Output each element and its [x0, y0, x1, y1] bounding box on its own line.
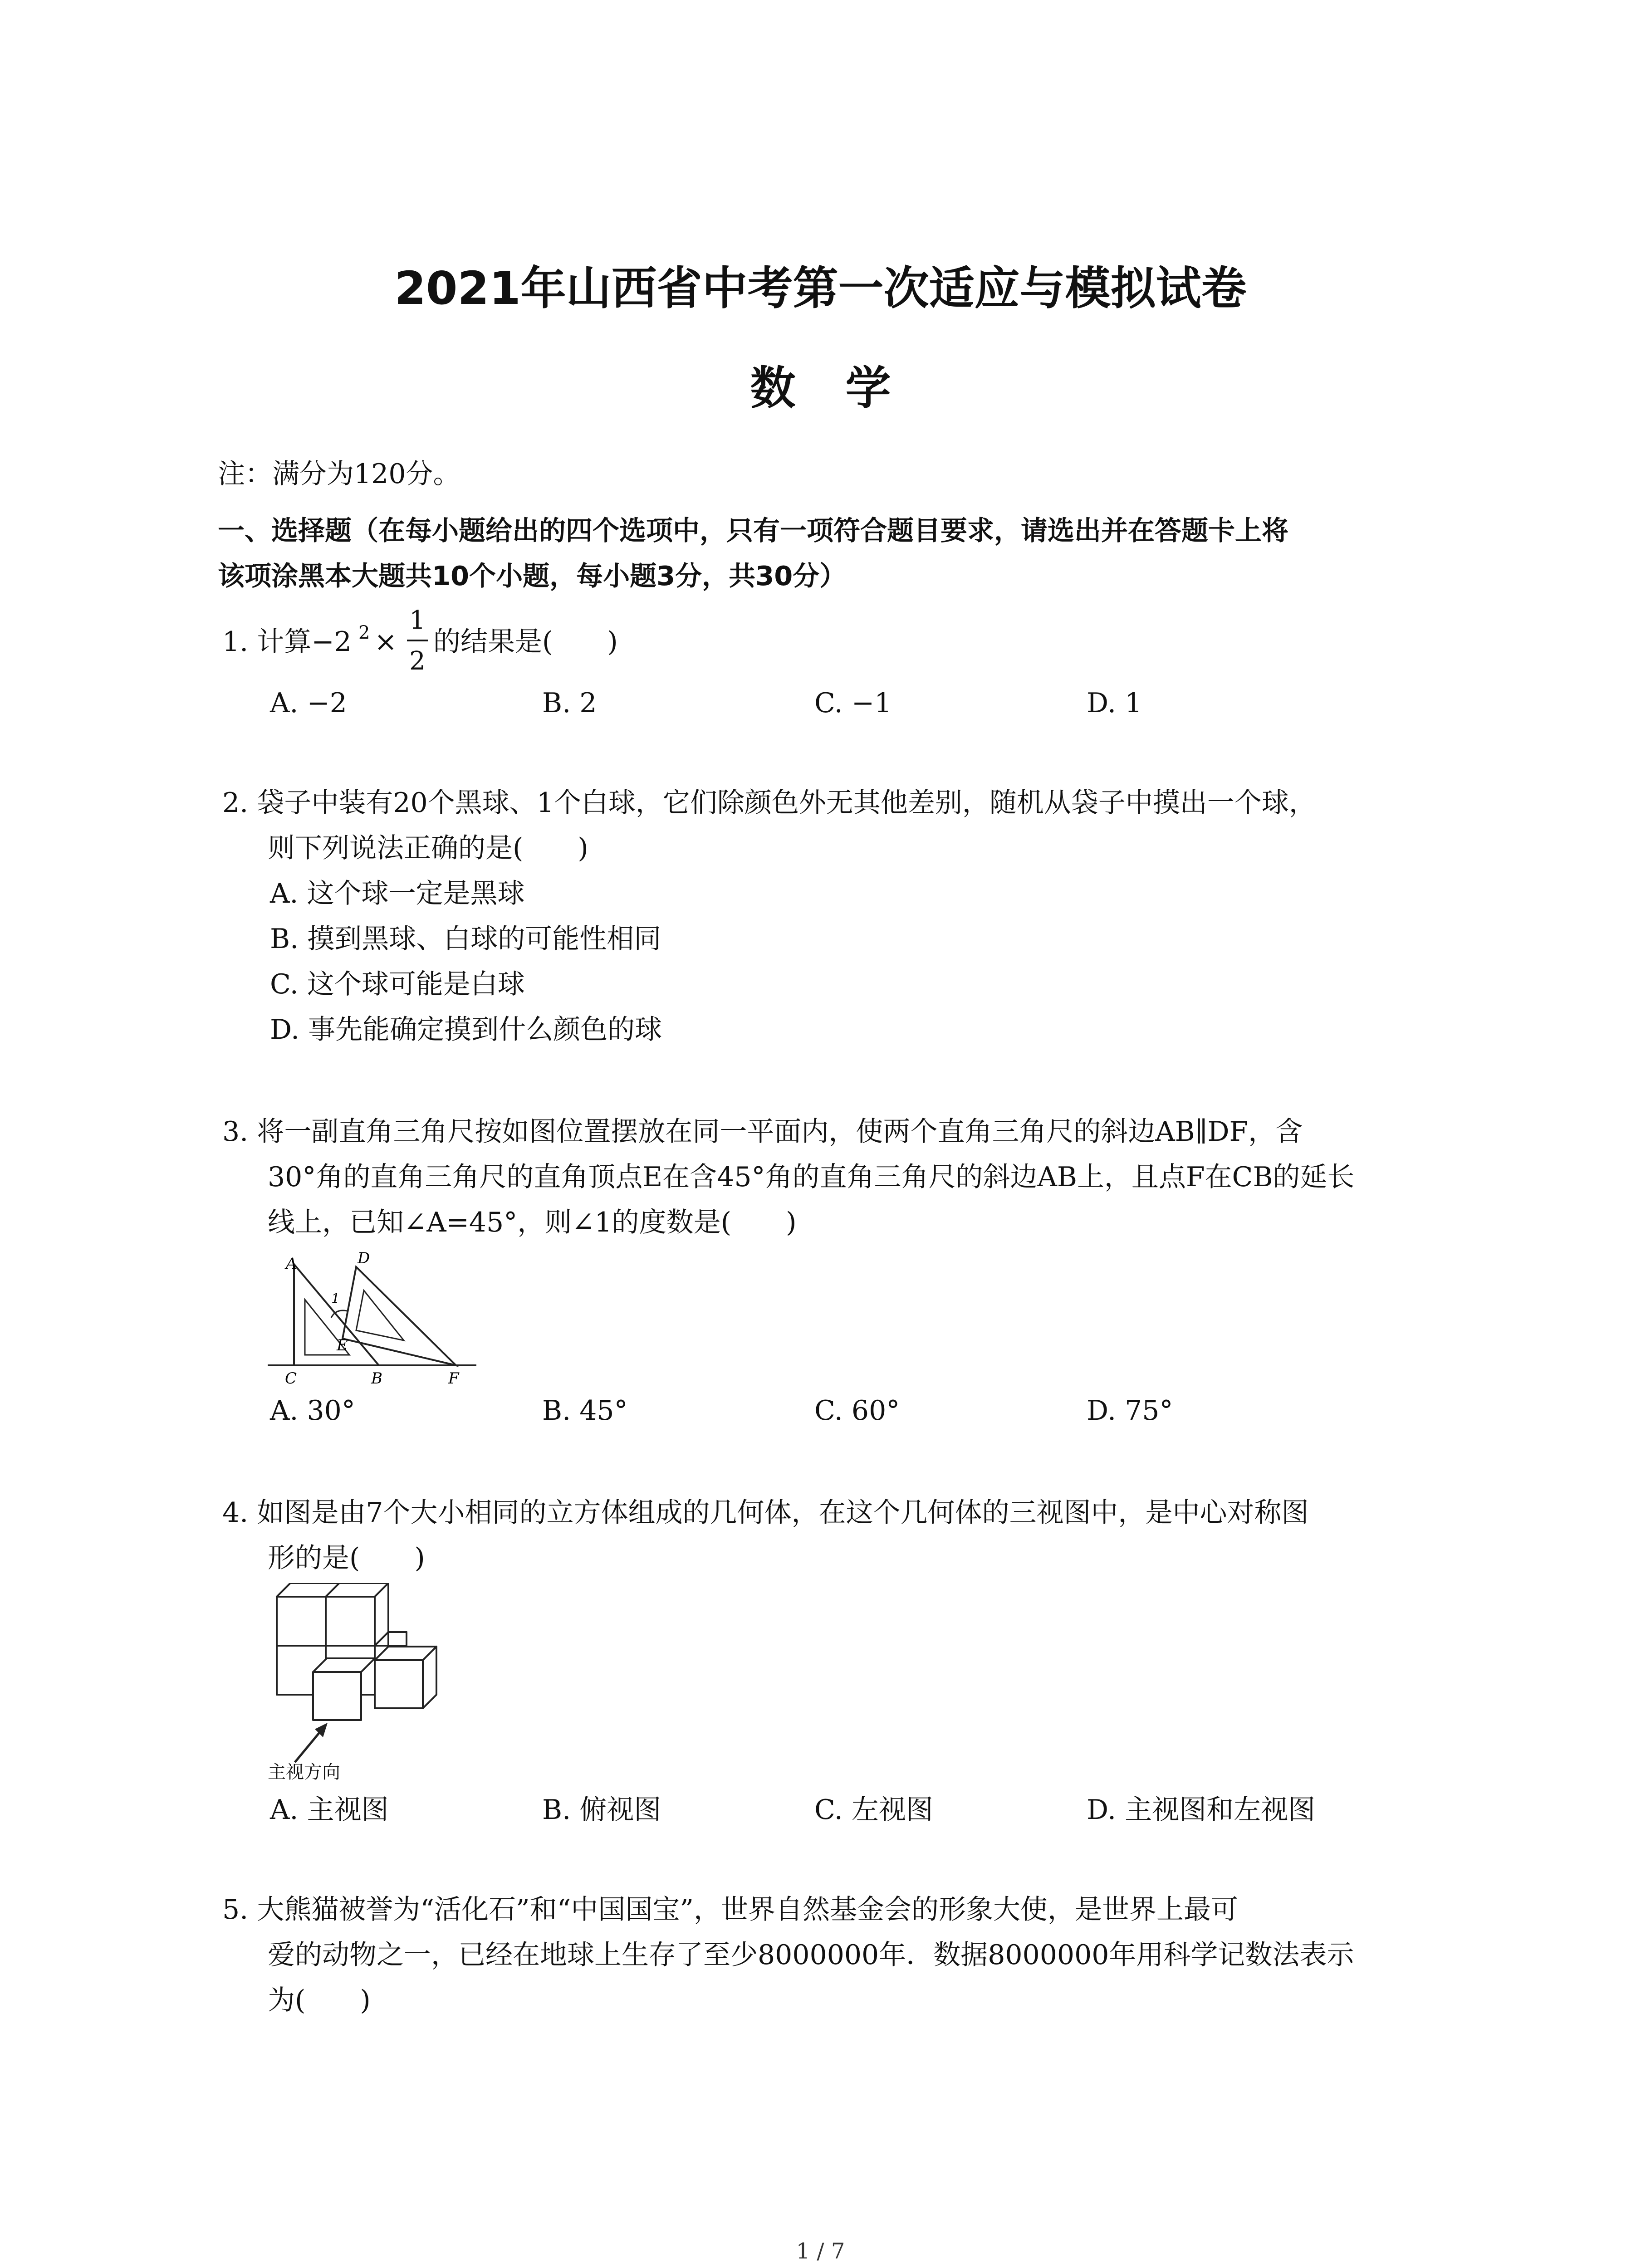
q1-exponent: 2	[358, 622, 370, 643]
fig-label-a: A	[286, 1255, 297, 1273]
q1-frac-denominator: 2	[409, 646, 426, 676]
q1-times: ×	[374, 626, 397, 658]
fig-label-f: F	[448, 1369, 459, 1388]
page-title: 2021年山西省中考第一次适应与模拟试卷	[394, 262, 1247, 315]
q1-option-c: C. −1	[814, 687, 892, 719]
q1-frac-numerator: 1	[409, 606, 426, 635]
fig-label-d: D	[358, 1250, 370, 1267]
section-heading-line1: 一、选择题（在每小题给出的四个选项中，只有一项符合题目要求，请选出并在答题卡上将	[218, 515, 1289, 546]
q1-option-a: A. −2	[270, 687, 347, 719]
score-note: 注：满分为120分。	[218, 458, 460, 490]
q4-line1: 4. 如图是由7个大小相同的立方体组成的几何体，在这个几何体的三视图中，是中心对称图	[222, 1497, 1309, 1529]
fig-label-e: E	[337, 1336, 348, 1354]
fig-label-c: C	[285, 1369, 297, 1388]
fig-label-b: B	[371, 1369, 382, 1388]
q3-line3: 线上，已知∠A=45°，则∠1的度数是( )	[268, 1207, 797, 1238]
q3-option-b: B. 45°	[542, 1395, 628, 1427]
q2-line1: 2. 袋子中装有20个黑球、1个白球，它们除颜色外无其他差别，随机从袋子中摸出一个球，	[222, 787, 1316, 819]
q5-line3: 为( )	[268, 1984, 371, 2016]
fig-label-angle-1: 1	[331, 1291, 340, 1307]
subject-title: 数学	[750, 362, 941, 415]
q4-line2: 形的是( )	[268, 1542, 425, 1574]
q1-option-b: B. 2	[542, 687, 597, 719]
q3-triangle-figure	[263, 1250, 481, 1390]
q3-option-a: A. 30°	[270, 1395, 355, 1427]
q5-line2: 爱的动物之一，已经在地球上生存了至少8000000年．数据8000000年用科学记数法表示	[268, 1939, 1354, 1971]
q1-option-d: D. 1	[1087, 687, 1142, 719]
q1-frac-bar	[407, 640, 428, 641]
q3-line2: 30°角的直角三角尺的直角顶点E在含45°角的直角三角尺的斜边AB上，且点F在CB的延长	[268, 1161, 1355, 1193]
q5-line1: 5. 大熊猫被誉为“活化石”和“中国国宝”，世界自然基金会的形象大使，是世界上最可	[222, 1894, 1239, 1926]
q3-line1: 3. 将一副直角三角尺按如图位置摆放在同一平面内，使两个直角三角尺的斜边AB∥DF，含	[222, 1116, 1303, 1148]
q1-prefix: 1. 计算−2	[222, 626, 352, 658]
q4-option-c: C. 左视图	[814, 1794, 933, 1826]
q2-option-b: B. 摸到黑球、白球的可能性相同	[270, 923, 661, 955]
q4-option-b: B. 俯视图	[542, 1794, 661, 1826]
q4-option-d: D. 主视图和左视图	[1087, 1794, 1316, 1826]
page-number: 1 / 7	[796, 2239, 845, 2264]
q2-line2: 则下列说法正确的是( )	[268, 832, 588, 864]
q4-option-a: A. 主视图	[270, 1794, 389, 1826]
q2-option-c: C. 这个球可能是白球	[270, 968, 525, 1000]
q4-figure-caption: 主视方向	[268, 1762, 340, 1783]
section-heading-line2: 该项涂黑本大题共10个小题，每小题3分，共30分）	[218, 560, 847, 591]
q1-suffix: 的结果是( )	[433, 626, 618, 658]
q3-option-d: D. 75°	[1087, 1395, 1173, 1427]
q2-option-a: A. 这个球一定是黑球	[270, 878, 525, 909]
q4-cube-figure	[268, 1583, 458, 1783]
q3-option-c: C. 60°	[814, 1395, 900, 1427]
q2-option-d: D. 事先能确定摸到什么颜色的球	[270, 1014, 662, 1046]
